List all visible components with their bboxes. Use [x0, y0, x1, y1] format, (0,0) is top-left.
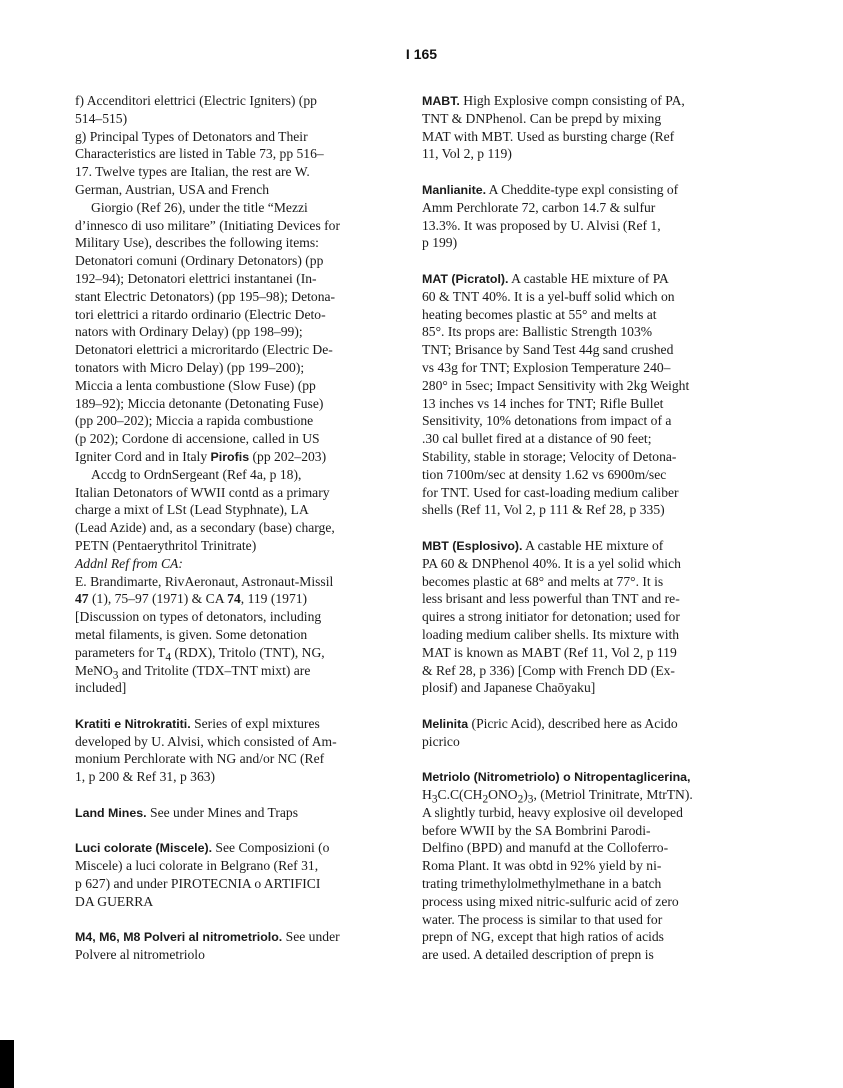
text-line: MeNO$_3$ and Tritolite (TDX–TNT mixt) are [75, 662, 311, 682]
text-line: process using mixed nitric-sulfuric acid of zero [422, 893, 679, 909]
text-line: Italian Detonators of WWII contd as a primary [75, 484, 330, 500]
entry-kratiti: Kratiti e Nitrokratiti. Series of expl mixtures [75, 715, 320, 731]
text-line: Amm Perchlorate 72, carbon 14.7 & sulfur [422, 199, 656, 215]
text-line: Detonatori comuni (Ordinary Detonators) (pp [75, 253, 324, 269]
entry-m4-m6-m8: M4, M6, M8 Polveri al nitrometriolo. See under [75, 929, 340, 945]
text-line: Roma Plant. It was obtd in 92% yield by ni- [422, 858, 662, 874]
text-line: Miccia a lenta combustione (Slow Fuse) (pp [75, 377, 316, 393]
text-line: heating becomes plastic at 55° and melts at [422, 306, 657, 322]
text-line: nators with Ordinary Delay) (pp 198–99); [75, 324, 303, 340]
text-line: included] [75, 680, 127, 696]
text-line: Accdg to OrdnSergeant (Ref 4a, p 18), [91, 466, 302, 482]
text-line: 85°. Its props are: Ballistic Strength 103% [422, 324, 653, 340]
text-line: Igniter Cord and in Italy Pirofis (pp 202–203) [75, 448, 327, 464]
text-line: MAT with MBT. Used as bursting charge (Ref [422, 128, 675, 144]
entry-heading: Luci colorate (Miscele). [75, 841, 213, 856]
text-line: becomes plastic at 68° and melts at 77°. It is [422, 573, 664, 589]
text-line: Polvere al nitrometriolo [75, 947, 205, 963]
text-line: [Discussion on types of detonators, including [75, 609, 322, 625]
text-line: 17. Twelve types are Italian, the rest are W. [75, 164, 310, 180]
text-line: shells (Ref 11, Vol 2, p 111 & Ref 28, p 335) [422, 502, 665, 518]
text-line: before WWII by the SA Bombrini Parodi- [422, 822, 651, 838]
entry-heading: Melinita [422, 716, 469, 731]
text-line: trating trimethylolmethylmethane in a batch [422, 876, 662, 892]
chemical-formula: $H_3C.C(CH_2ONO_2)_3$, (Metriol Trinitrate, MtrTN). [422, 787, 693, 806]
text-line: PA 60 & DNPhenol 40%. It is a yel solid which [422, 555, 681, 571]
scan-edge-bar [0, 1040, 14, 1088]
text-line: 189–92); Miccia detonante (Detonating Fuse) [75, 395, 324, 411]
text-line: vs 43g for TNT; Explosion Temperature 240– [422, 359, 671, 375]
entry-heading: MAT (Picratol). [422, 271, 509, 286]
text-line: 280° in 5sec; Impact Sensitivity with 2kg Weight [422, 377, 690, 393]
text-line: Detonatori elettrici a microritardo (Electric De- [75, 342, 333, 358]
text-line: less brisant and less powerful than TNT and re- [422, 591, 680, 607]
text-line: MAT is known as MABT (Ref 11, Vol 2, p 119 [422, 644, 677, 660]
text-line: 11, Vol 2, p 119) [422, 146, 512, 162]
text-line: quires a strong initiator for detonation; used for [422, 609, 680, 625]
text-line: tonators with Micro Delay) (pp 199–200); [75, 359, 305, 375]
text-line: metal filaments, is given. Some detonation [75, 626, 308, 642]
text-line: PETN (Pentaerythritol Trinitrate) [75, 537, 257, 553]
text-line [75, 555, 380, 573]
text-line: tori elettrici a ritardo ordinario (Electric Deto- [75, 306, 326, 322]
left-column [75, 92, 380, 964]
text-line: 47 (1), 75–97 (1971) & CA 74, 119 (1971) [75, 591, 308, 607]
text-line: TNT; Brisance by Sand Test 44g sand crushed [422, 342, 674, 358]
text-line: Sensitivity, 10% detonations from impact of a [422, 413, 672, 429]
entry-mbt: MBT (Esplosivo). A castable HE mixture of [422, 537, 664, 553]
right-column [422, 92, 727, 964]
text-line: 60 & TNT 40%. It is a yel-buff solid which on [422, 288, 675, 304]
text-line: developed by U. Alvisi, which consisted of Am- [75, 733, 337, 749]
entry-heading: MBT (Esplosivo). [422, 538, 523, 553]
entry-manlianite: Manlianite. A Cheddite-type expl consisting of [422, 181, 679, 197]
entry-luci-colorate: Luci colorate (Miscele). See Composizioni (o [75, 840, 330, 856]
text-line: (pp 200–202); Miccia a rapida combustione [75, 413, 314, 429]
text-line: 13 inches vs 14 inches for TNT; Rifle Bullet [422, 395, 664, 411]
text-line: Characteristics are listed in Table 73, pp 516– [75, 146, 324, 162]
text-line: A slightly turbid, heavy explosive oil developed [422, 804, 683, 820]
text-line: German, Austrian, USA and French [75, 181, 270, 197]
entry-land-mines: Land Mines. See under Mines and Traps [75, 804, 299, 820]
text-line: plosif) and Japanese Chaōyaku] [422, 680, 596, 696]
text-line: prepn of NG, except that high ratios of acids [422, 929, 664, 945]
text-line: & Ref 28, p 336) [Comp with French DD (Ex- [422, 662, 675, 678]
entry-heading: MABT. [422, 94, 460, 108]
text-line: Stability, stable in storage; Velocity of Detona- [422, 448, 677, 464]
entry-mat: MAT (Picratol). A castable HE mixture of PA [422, 270, 669, 286]
text-line: (Lead Azide) and, as a secondary (base) charge, [75, 520, 335, 536]
text-line: 1, p 200 & Ref 31, p 363) [75, 769, 216, 785]
entry-mabt: MABT. High Explosive compn consisting of PA, [422, 93, 685, 108]
text-line: tion 7100m/sec at density 1.62 vs 6900m/sec [422, 466, 667, 482]
text-line: 514–515) [75, 110, 128, 126]
text-line: picrico [422, 733, 460, 749]
addnl-ref-heading: Addnl Ref from CA: [75, 555, 183, 571]
text-line: p 199) [422, 235, 458, 251]
text-line: 192–94); Detonatori elettrici instantanei (In- [75, 270, 317, 286]
entry-melinita: Melinita (Picric Acid), described here as Acido [422, 715, 678, 731]
text-line: charge a mixt of LSt (Lead Styphnate), LA [75, 502, 309, 518]
text-line: Delfino (BPD) and manufd at the Colloferro- [422, 840, 669, 856]
text-line: parameters for $T_4$ (RDX), Tritolo (TNT), NG, [75, 644, 325, 664]
entry-heading: M4, M6, M8 Polveri al nitrometriolo. [75, 930, 283, 945]
text-line: are used. A detailed description of prepn is [422, 947, 654, 963]
text-line: stant Electric Detonators) (pp 195–98); Detona- [75, 288, 336, 304]
text-line: d’innesco di uso militare” (Initiating Devices for [75, 217, 340, 233]
text-line: E. Brandimarte, RivAeronaut, Astronaut-Missil [75, 573, 334, 589]
entry-heading: Kratiti e Nitrokratiti. [75, 716, 191, 731]
text-line: TNT & DNPhenol. Can be prepd by mixing [422, 110, 662, 126]
text-line: g) Principal Types of Detonators and Their [75, 128, 308, 144]
text-line: DA GUERRA [75, 893, 154, 909]
text-line: Miscele) a luci colorate in Belgrano (Ref 31, [75, 858, 319, 874]
text-line: f) Accenditori elettrici (Electric Igniters) (pp [75, 93, 317, 108]
text-line: Military Use), describes the following items: [75, 235, 319, 251]
text-line: monium Perchlorate with NG and/or NC (Ref [75, 751, 325, 767]
entry-metriolo [422, 768, 727, 786]
entry-heading: Metriolo (Nitrometriolo) o Nitropentaglicerina, [422, 770, 691, 785]
text-line: (p 202); Cordone di accensione, called in US [75, 431, 320, 447]
text-line: for TNT. Used for cast-loading medium caliber [422, 484, 679, 500]
text-line: p 627) and under PIROTECNIA o ARTIFICI [75, 876, 321, 892]
text-line: 13.3%. It was proposed by U. Alvisi (Ref 1, [422, 217, 661, 233]
term-pirofis: Pirofis [210, 449, 250, 464]
text-line: water. The process is similar to that used for [422, 911, 663, 927]
entry-heading: Manlianite. [422, 182, 487, 197]
text-line: Giorgio (Ref 26), under the title “Mezzi [91, 199, 308, 215]
text-line: loading medium caliber shells. Its mixture with [422, 626, 680, 642]
page-number: I 165 [405, 46, 438, 62]
entry-heading: Land Mines. [75, 805, 147, 820]
text-line: .30 cal bullet fired at a distance of 90 feet; [422, 431, 652, 447]
